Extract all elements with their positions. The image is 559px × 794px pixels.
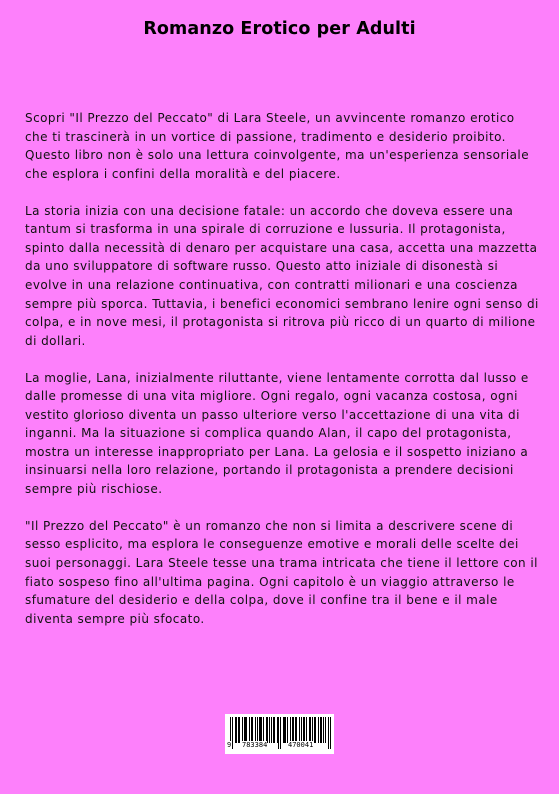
barcode-bar bbox=[257, 717, 258, 743]
barcode-bar bbox=[252, 717, 253, 743]
barcode-bar bbox=[284, 717, 285, 743]
barcode-bar bbox=[266, 717, 267, 743]
barcode-bar bbox=[232, 717, 233, 749]
blurb-paragraph-2: La storia inizia con una decisione fatale: un accordo che doveva essere una tantum si trasforma in una spirale di corruzione e lussuria. Il protagonista, spinto dalla necessità di denaro per acquistare una casa, accetta una mazzetta da uno sviluppatore di software russo. Questo atto iniziale di disonestà si evolve in una relazione continuativa, con contratti milionari e una coscienza sempre più sporca. Tuttavia, i benefici economici sembrano lenire ogni senso di colpa, e in nove mesi, il protagonista si ritrova più ricco di un quarto di milione di dollari. bbox=[25, 203, 539, 348]
barcode-bar bbox=[259, 717, 260, 743]
barcode-bar bbox=[303, 717, 304, 743]
barcode-bar bbox=[296, 717, 297, 743]
barcode-bar bbox=[283, 717, 284, 743]
barcode-bar bbox=[239, 717, 240, 743]
blurb-paragraph-1: Scopri "Il Prezzo del Peccato" di Lara Steele, un avvincente romanzo erotico che ti trascinerà in un vortice di passione, tradimento e desiderio proibito. Questo libro non è solo una lettura coinvolgente, ma un'esperienza sensoriale che esplora i confini della moralità e del piacere. bbox=[25, 111, 530, 181]
barcode-bar bbox=[292, 717, 293, 743]
barcode-bar bbox=[267, 717, 268, 743]
barcode-bar bbox=[323, 717, 324, 743]
barcode-bar bbox=[251, 717, 252, 743]
barcode-bar bbox=[315, 717, 316, 743]
barcode-bar bbox=[330, 717, 331, 749]
barcode-bar bbox=[314, 717, 315, 743]
isbn-barcode bbox=[225, 714, 334, 754]
barcode-bar bbox=[318, 717, 319, 743]
barcode-bar bbox=[309, 717, 310, 743]
barcode-bar bbox=[325, 717, 326, 743]
barcode-bar bbox=[320, 717, 321, 743]
barcode-bar bbox=[299, 717, 300, 743]
barcode-bar bbox=[244, 717, 245, 743]
barcode-bar bbox=[285, 717, 286, 743]
barcode-bar bbox=[274, 717, 275, 743]
barcode-bar bbox=[278, 717, 279, 749]
barcode-bar bbox=[273, 717, 274, 743]
barcode-bar bbox=[301, 717, 302, 743]
cover-heading: Romanzo Erotico per Adulti bbox=[143, 19, 416, 39]
barcode-first-digit: 9 bbox=[227, 741, 232, 749]
blurb-paragraph-3: La moglie, Lana, inizialmente riluttante, viene lentamente corrotta dal lusso e dalle promesse di una vita migliore. Ogni regalo, ogni vacanza costosa, ogni vestito glorioso diventa un passo ulteriore verso l'accettazione di una vita di inganni. Ma la situazione si complica quando Alan, il capo del protagonista, mostra un interesse inappropriato per Lana. La gelosia e il sospetto iniziano a insinuarsi nella loro relazione, portando il protagonista a prendere decisioni sempre più rischiose. bbox=[25, 370, 529, 497]
barcode-bar bbox=[242, 717, 243, 743]
barcode-bar bbox=[263, 717, 264, 743]
blurb-paragraph-4: "Il Prezzo del Peccato" è un romanzo che non si limita a descrivere scene di sesso esplicito, ma esplora le conseguenze emotive e morali delle scelte dei suoi personaggi. Lara Steele tesse una trama intricata che tiene il lettore con il fiato sospeso fino all'ultima pagina. Ogni capitolo è un viaggio attraverso le sfumature del desiderio e della colpa, dove il confine tra il bene e il male diventa sempre più sfocato. bbox=[25, 518, 538, 626]
barcode-bar bbox=[245, 717, 246, 743]
barcode-bar bbox=[290, 717, 291, 743]
barcode-right-digits: 470041 bbox=[288, 741, 314, 749]
barcode-bar bbox=[310, 717, 311, 743]
barcode-left-digits: 783384 bbox=[242, 741, 268, 749]
barcode-bar bbox=[321, 717, 322, 743]
barcode-bar bbox=[255, 717, 256, 743]
blurb bbox=[25, 109, 539, 647]
barcode-bar bbox=[306, 717, 307, 743]
barcode-bar bbox=[260, 717, 261, 743]
barcode-bar bbox=[261, 717, 262, 743]
barcode-bar bbox=[293, 717, 294, 743]
barcode-bar bbox=[295, 717, 296, 743]
barcode-bar bbox=[328, 717, 329, 749]
barcode-bar bbox=[269, 717, 270, 743]
barcode-bar bbox=[287, 717, 288, 743]
barcode-bar bbox=[304, 717, 305, 743]
barcode-bar bbox=[246, 717, 247, 743]
barcode-bar bbox=[312, 717, 313, 743]
barcode-bar bbox=[235, 717, 236, 743]
barcode-bar bbox=[238, 717, 239, 743]
barcode-bar bbox=[236, 717, 237, 743]
barcode-bar bbox=[249, 717, 250, 743]
barcode-bar bbox=[277, 717, 278, 743]
barcode-bar bbox=[280, 717, 281, 749]
barcode-bar bbox=[271, 717, 272, 743]
